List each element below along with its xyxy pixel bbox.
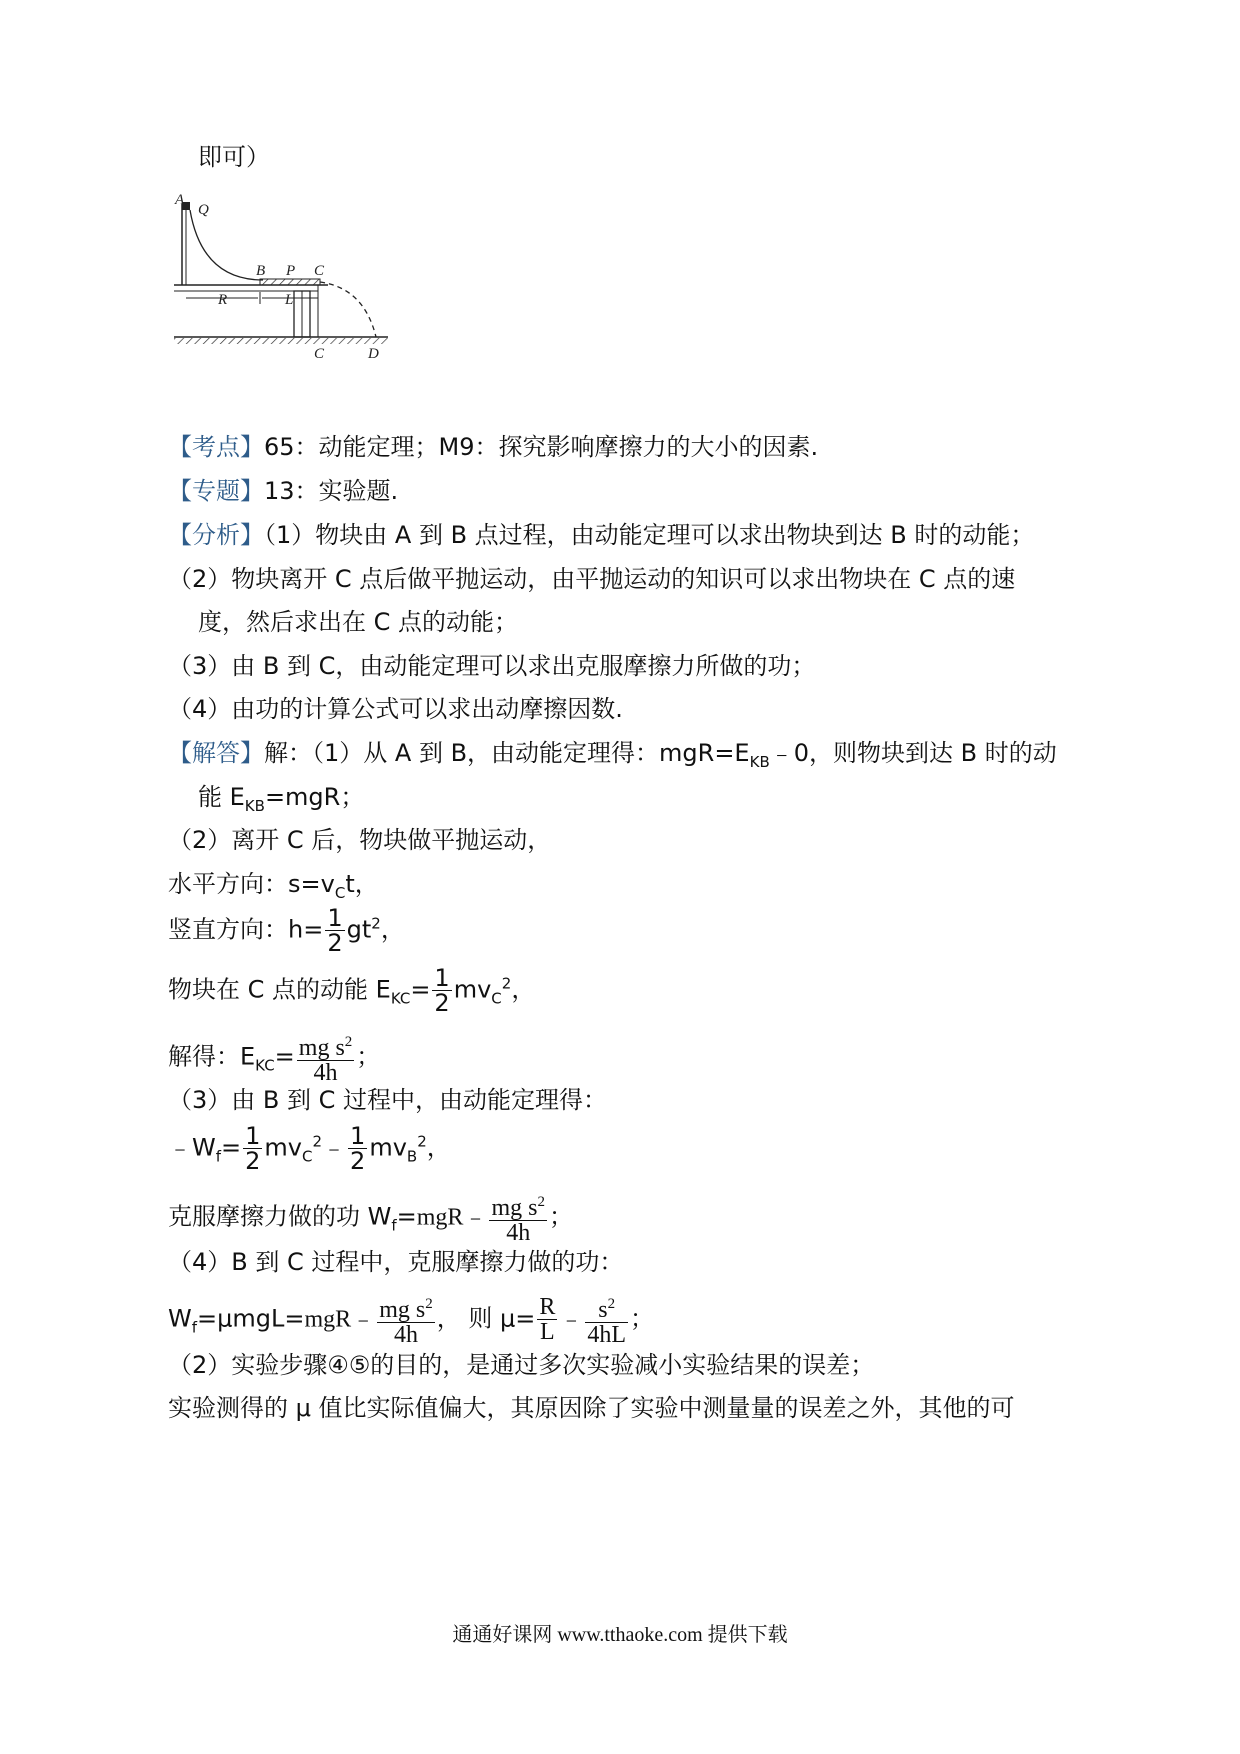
jieda-text-9b: = bbox=[221, 1133, 242, 1162]
sub-kc: KC bbox=[390, 989, 411, 1008]
page-footer: 通通好课网 www.tthaoke.com 提供下载 bbox=[452, 1624, 788, 1646]
continuation-text: 即可） bbox=[198, 143, 270, 171]
fraction-r-l: $\frac{R}{L}$ bbox=[539, 1294, 556, 1345]
jieda-line-12 bbox=[168, 1292, 654, 1347]
jieda-text-10c: mgR bbox=[416, 1204, 464, 1231]
jieda-text-9d: ﹣ bbox=[322, 1133, 347, 1162]
jieda-text-5b: gt bbox=[346, 915, 372, 944]
sub-c-2: C bbox=[491, 989, 502, 1008]
sub-f-3: f bbox=[191, 1318, 198, 1337]
kaodian-tag: 【考点】 bbox=[168, 433, 264, 461]
jieda-text-6a: 物块在 C 点的动能 E bbox=[168, 975, 391, 1004]
sub-kc-2: KC bbox=[255, 1056, 275, 1075]
jieda-line-5 bbox=[168, 906, 405, 955]
fenxi-tag: 【分析】 bbox=[168, 521, 264, 549]
fraction-mgs2-4h: $\frac{mg s^2}{4h}$ bbox=[298, 1034, 353, 1086]
fraction-mgs2-4h-3: $\frac{mg s^2}{4h}$ bbox=[379, 1296, 433, 1348]
ground-hatch bbox=[174, 338, 388, 344]
label-c-bottom: C bbox=[314, 346, 325, 362]
kaodian-text: 65：动能定理；M9：探究影响摩擦力的大小的因素. bbox=[264, 433, 819, 461]
jieda-text-12g: ； bbox=[630, 1304, 655, 1333]
fenxi-line-2: （2）物块离开 C 点后做平抛运动，由平抛运动的知识可以求出物块在 C 点的速 bbox=[168, 565, 1016, 593]
jieda-text-12d: ﹣ bbox=[351, 1304, 376, 1333]
arc-track bbox=[190, 210, 266, 280]
zhuanti-line bbox=[168, 476, 398, 506]
jieda-text-12c: mgR bbox=[304, 1306, 352, 1333]
jieda-line-6 bbox=[168, 966, 535, 1015]
jieda-text-5a: 竖直方向：h= bbox=[168, 915, 324, 944]
sub-b: B bbox=[406, 1147, 418, 1166]
jieda-text-10e: ； bbox=[548, 1202, 573, 1231]
jieda-text-5c: ， bbox=[380, 915, 405, 944]
jieda-line-7 bbox=[168, 1030, 380, 1085]
jieda-text-9f: ， bbox=[426, 1133, 451, 1162]
jieda-text-7c: ； bbox=[356, 1042, 381, 1071]
kaodian-line bbox=[168, 432, 818, 462]
jieda-line-14: 实验测得的 μ 值比实际值偏大，其原因除了实验中测量量的误差之外，其他的可 bbox=[168, 1394, 1015, 1422]
jieda-text-7a: 解得：E bbox=[168, 1042, 256, 1071]
label-r: R bbox=[218, 292, 228, 308]
jieda-text-1b: ﹣0，则物块到达 B 时的动 bbox=[769, 739, 1057, 767]
label-b: B bbox=[256, 263, 266, 279]
jieda-text-4a: 水平方向：s=v bbox=[168, 870, 335, 898]
fraction-mgs2-4h-2: $\frac{mg s^2}{4h}$ bbox=[491, 1194, 545, 1246]
sup-2-c: 2 bbox=[312, 1132, 323, 1151]
sub-f: f bbox=[215, 1147, 222, 1166]
jieda-text-12f: ﹣ bbox=[559, 1304, 584, 1333]
jieda-text-2a: 能 E bbox=[198, 783, 245, 811]
jieda-text-12e: ， 则 μ= bbox=[436, 1304, 536, 1333]
jieda-line-11: （4）B 到 C 过程中，克服摩擦力做的功： bbox=[168, 1248, 624, 1276]
jieda-text-12a: W bbox=[168, 1304, 192, 1333]
fraction-half-4: $\frac{1}{2}$ bbox=[350, 1122, 366, 1175]
jieda-text-10d: ﹣ bbox=[463, 1202, 488, 1231]
jieda-text-6b: = bbox=[410, 975, 431, 1004]
fenxi-line-5: （4）由功的计算公式可以求出动摩擦因数. bbox=[168, 695, 623, 723]
jieda-line-10 bbox=[168, 1190, 573, 1245]
jieda-text-12b: =μmgL= bbox=[197, 1304, 305, 1333]
fraction-s2-4hl: $\frac{s^2}{4hL}$ bbox=[587, 1296, 627, 1348]
jieda-text-10b: = bbox=[396, 1202, 417, 1231]
fenxi-line-4: （3）由 B 到 C，由动能定理可以求出克服摩擦力所做的功； bbox=[168, 652, 816, 680]
sub-c-3: C bbox=[302, 1147, 313, 1166]
jieda-text-6c: mv bbox=[453, 975, 492, 1004]
label-a: A bbox=[175, 192, 185, 208]
zhuanti-text: 13：实验题. bbox=[264, 477, 399, 505]
fraction-half: $\frac{1}{2}$ bbox=[327, 904, 343, 957]
sub-f-2: f bbox=[391, 1216, 397, 1235]
sub-kb-2: KB bbox=[244, 796, 265, 815]
trajectory bbox=[320, 282, 376, 337]
jieda-tag: 【解答】 bbox=[168, 739, 264, 767]
jieda-text-4b: t， bbox=[345, 870, 379, 898]
fraction-half-2: $\frac{1}{2}$ bbox=[434, 964, 450, 1017]
sup-2-b: 2 bbox=[501, 974, 512, 993]
jieda-text-9c: mv bbox=[264, 1133, 302, 1162]
jieda-text-6d: ， bbox=[511, 975, 536, 1004]
jieda-text-10a: 克服摩擦力做的功 W bbox=[168, 1202, 392, 1231]
sup-2: 2 bbox=[371, 914, 381, 933]
label-q: Q bbox=[198, 202, 209, 218]
fenxi-text-1: （1）物块由 A 到 B 点过程，由动能定理可以求出物块到达 B 时的动能； bbox=[264, 521, 1035, 549]
fenxi-line-3: 度，然后求出在 C 点的动能； bbox=[198, 608, 519, 636]
jieda-line-3: （2）离开 C 后，物块做平抛运动， bbox=[168, 826, 552, 854]
experiment-figure bbox=[168, 192, 398, 362]
sub-kb: KB bbox=[749, 752, 770, 771]
friction-strip bbox=[260, 279, 320, 285]
label-l: L bbox=[285, 292, 294, 308]
zhuanti-tag: 【专题】 bbox=[168, 477, 264, 505]
label-c-top: C bbox=[314, 263, 325, 279]
jieda-line-9 bbox=[168, 1124, 451, 1173]
jieda-line-2 bbox=[198, 782, 364, 821]
sub-c: C bbox=[334, 883, 346, 902]
jieda-text-9e: mv bbox=[369, 1133, 407, 1162]
jieda-line-13: （2）实验步骤④⑤的目的，是通过多次实验减小实验结果的误差； bbox=[168, 1351, 875, 1379]
label-p: P bbox=[286, 263, 296, 279]
sup-2-d: 2 bbox=[417, 1132, 427, 1151]
jieda-text-1a: 解：（1）从 A 到 B，由动能定理得：mgR=E bbox=[264, 739, 750, 767]
jieda-line-8: （3）由 B 到 C 过程中，由动能定理得： bbox=[168, 1086, 608, 1114]
jieda-text-9a: ﹣W bbox=[168, 1133, 216, 1162]
jieda-text-7b: = bbox=[274, 1042, 295, 1071]
label-d: D bbox=[368, 346, 379, 362]
fraction-half-3: $\frac{1}{2}$ bbox=[245, 1122, 261, 1175]
jieda-line-1 bbox=[168, 738, 1057, 777]
jieda-text-2b: =mgR； bbox=[264, 783, 365, 811]
jieda-line-4 bbox=[168, 869, 379, 908]
fenxi-line-1 bbox=[168, 520, 1034, 550]
